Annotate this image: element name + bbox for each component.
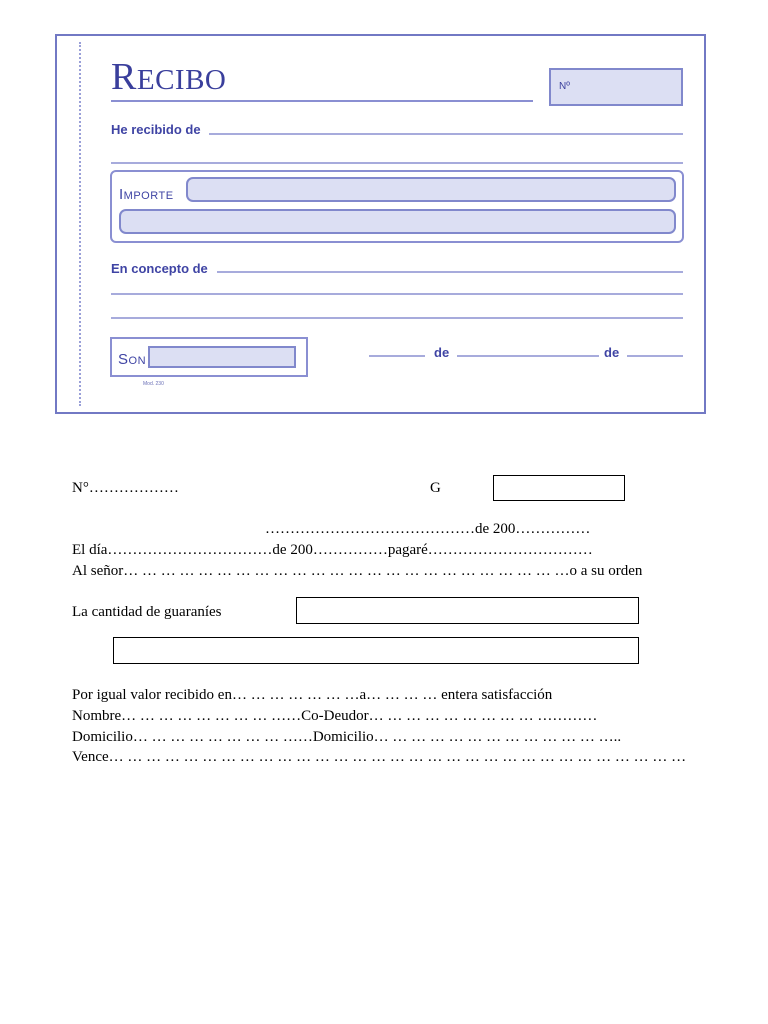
received-line: Por igual valor recibido en… … … … … … …a… … … … entera satisfacción <box>72 687 553 703</box>
de-label-1: de <box>434 345 450 360</box>
recibo-title: RECIBO <box>111 56 227 98</box>
title-underline <box>111 100 533 102</box>
concept-line-3[interactable] <box>111 317 683 319</box>
name-line: Nombre… … … … … … … … ……Co-Deudor… … … … … … … … … ………… <box>72 708 598 724</box>
date-line: ……………………………………de 200…………… <box>265 521 591 537</box>
recibo-form <box>55 34 706 414</box>
day-line: El día……………………………de 200……………pagaré…………………………… <box>72 542 593 558</box>
concept-line-2[interactable] <box>111 293 683 295</box>
importe-field-2[interactable] <box>119 209 676 234</box>
son-field[interactable] <box>148 346 296 368</box>
importe-field-1[interactable] <box>186 177 676 202</box>
son-frame <box>110 337 308 377</box>
son-label: SON <box>118 351 147 368</box>
receipt-number-field[interactable] <box>549 68 683 106</box>
date-year-line[interactable] <box>627 355 683 357</box>
receipt-number-label: Nº <box>559 81 570 92</box>
currency-label: G <box>430 480 441 496</box>
importe-label: IMPORTE <box>119 186 174 203</box>
perforation-line <box>79 42 81 406</box>
model-code: Mod. 230 <box>143 381 164 387</box>
amount-label: La cantidad de guaraníes <box>72 604 222 620</box>
de-label-2: de <box>604 345 620 360</box>
due-line: Vence… … … … … … … … … … … … … … … … … … … … … … … … … … … … … … … <box>72 749 687 765</box>
date-day-line[interactable] <box>369 355 425 357</box>
amount-box[interactable] <box>493 475 625 501</box>
received-from-line[interactable] <box>209 133 683 135</box>
received-from-label: He recibido de <box>111 122 201 137</box>
received-from-line-2[interactable] <box>111 162 683 164</box>
concept-line-1[interactable] <box>217 271 683 273</box>
concept-label: En concepto de <box>111 261 208 276</box>
to-line: Al señor… … … … … … … … … … … … … … … … … … … … … … … …o a su orden <box>72 563 643 579</box>
pagare-number: N°……………… <box>72 480 179 496</box>
address-line: Domicilio… … … … … … … … ……Domicilio… … … … … … … … … … … … ….. <box>72 729 622 745</box>
amount-field-1[interactable] <box>296 597 639 624</box>
date-month-line[interactable] <box>457 355 599 357</box>
amount-field-2[interactable] <box>113 637 639 664</box>
